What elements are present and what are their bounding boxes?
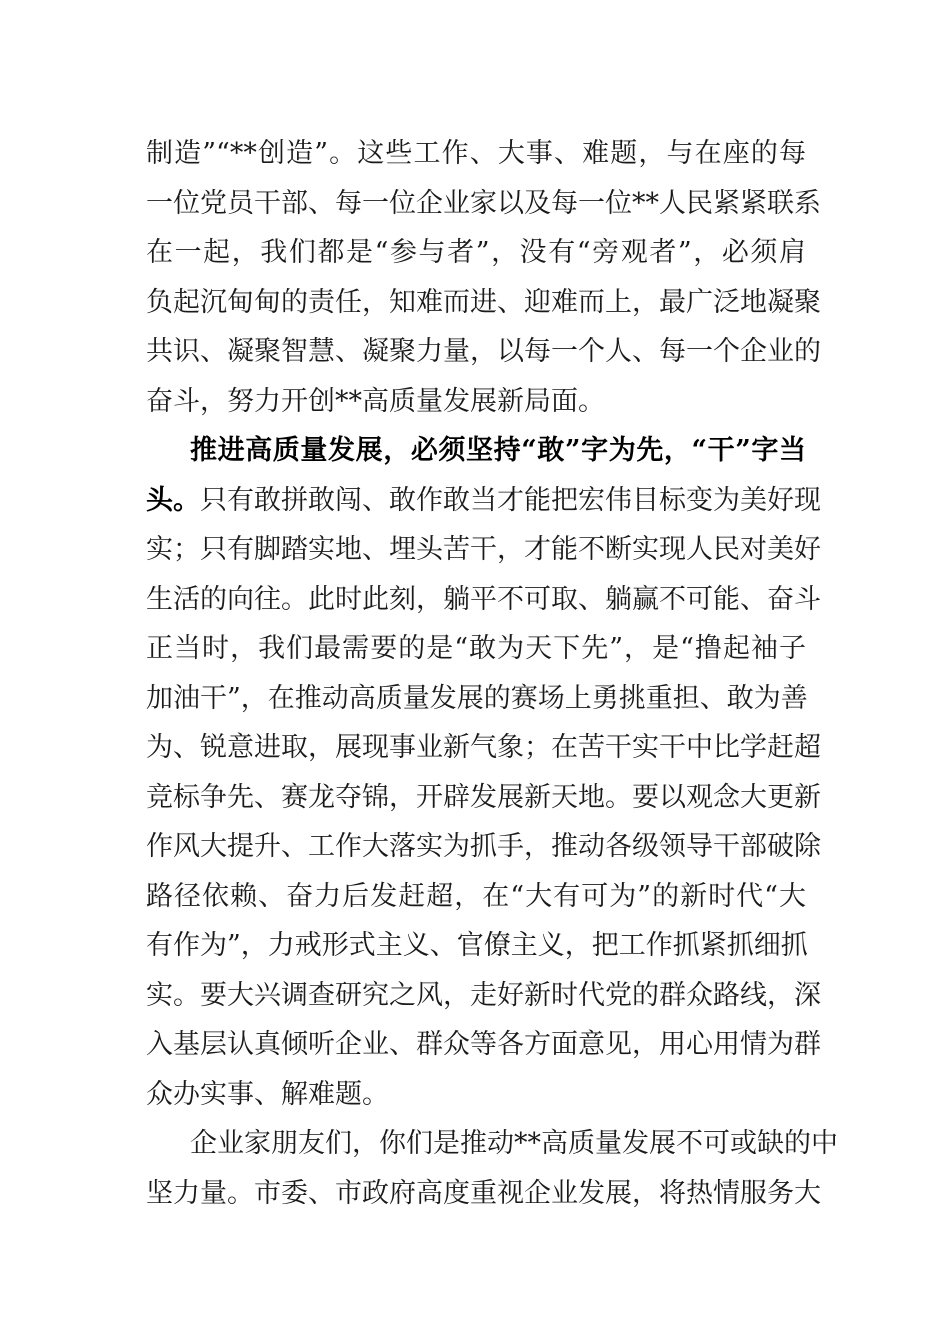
text-line: 制造”“**创造”。这些工作、大事、难题，与在座的每 bbox=[146, 138, 806, 169]
bold-lead-end: 头。 bbox=[146, 485, 200, 516]
text-line: 负起沉甸甸的责任，知难而进、迎难而上，最广泛地凝聚 bbox=[146, 287, 821, 318]
text-line: 入基层认真倾听企业、群众等各方面意见，用心用情为群 bbox=[146, 1029, 821, 1060]
text-line: 坚力量。市委、市政府高度重视企业发展，将热情服务大 bbox=[146, 1178, 821, 1209]
text-line: 企业家朋友们，你们是推动**高质量发展不可或缺的中 bbox=[190, 1128, 838, 1159]
bold-lead-line: 推进高质量发展，必须坚持“敢”字为先，“干”字当 bbox=[190, 435, 806, 466]
text-line: 生活的向往。此时此刻，躺平不可取、躺赢不可能、奋斗 bbox=[146, 584, 821, 615]
text-line: 共识、凝聚智慧、凝聚力量，以每一个人、每一个企业的 bbox=[146, 336, 821, 367]
text-line: 竞标争先、赛龙夺锦，开辟发展新天地。要以观念大更新 bbox=[146, 782, 821, 813]
text-line: 正当时，我们最需要的是“敢为天下先”，是“撸起袖子 bbox=[146, 633, 806, 664]
text-line bbox=[146, 476, 821, 526]
text-line: 路径依赖、奋力后发赶超，在“大有可为”的新时代“大 bbox=[146, 881, 806, 912]
text-line: 奋斗，努力开创**高质量发展新局面。 bbox=[146, 386, 605, 417]
text-line: 作风大提升、工作大落实为抓手，推动各级领导干部破除 bbox=[146, 831, 821, 862]
text-line: 一位党员干部、每一位企业家以及每一位**人民紧紧联系 bbox=[146, 188, 821, 219]
text-line: 为、锐意进取，展现事业新气象；在苦干实干中比学赶超 bbox=[146, 732, 821, 763]
text-line: 实。要大兴调查研究之风，走好新时代党的群众路线，深 bbox=[146, 980, 821, 1011]
text-line: 有作为”，力戒形式主义、官僚主义，把工作抓紧抓细抓 bbox=[146, 930, 808, 961]
text-line: 实；只有脚踏实地、埋头苦干，才能不断实现人民对美好 bbox=[146, 534, 821, 565]
text-line: 在一起，我们都是“参与者”，没有“旁观者”，必须肩 bbox=[146, 237, 806, 268]
text-line: 众办实事、解难题。 bbox=[146, 1079, 389, 1110]
text-line: 加油干”，在推动高质量发展的赛场上勇挑重担、敢为善 bbox=[146, 683, 808, 714]
text-span: 只有敢拼敢闯、敢作敢当才能把宏伟目标变为美好现 bbox=[200, 485, 821, 516]
